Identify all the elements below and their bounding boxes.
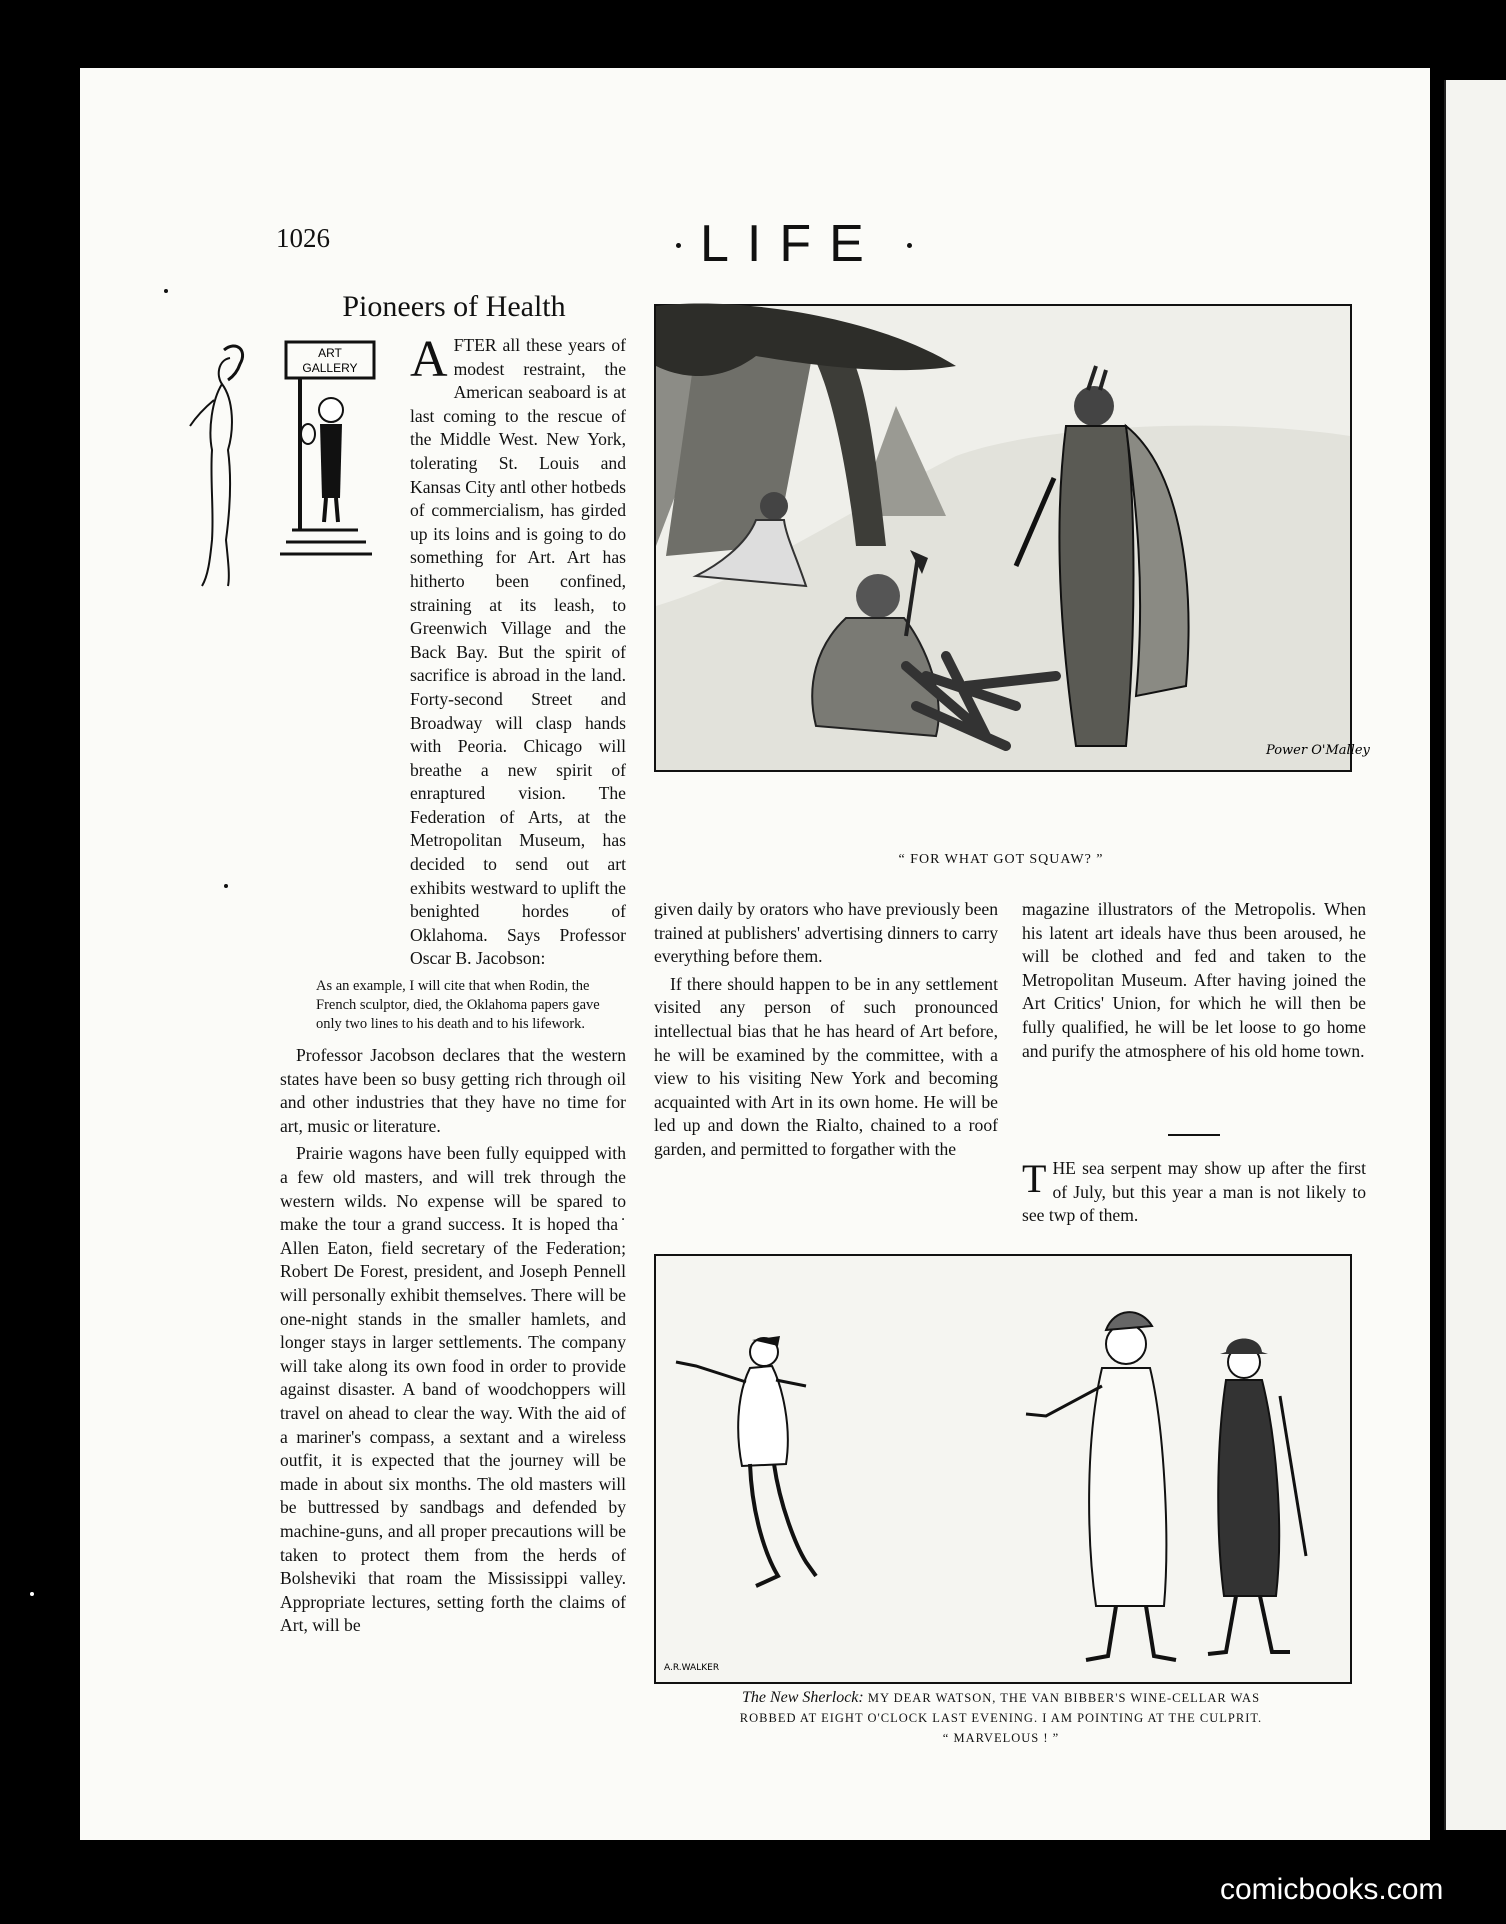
indian-camp-drawing [656, 306, 1370, 770]
caption-top-illustration: “ FOR WHAT GOT SQUAW? ” [898, 852, 1104, 867]
masthead-dot-left [676, 243, 681, 248]
artist-signature-top: Power O'Malley [1266, 743, 1370, 758]
sea-serpent-filler [1022, 1157, 1366, 1228]
lead-paragraph-wrap [280, 331, 626, 971]
article-title: Pioneers of Health [342, 290, 566, 323]
watermark[interactable]: comicbooks.com [1220, 1873, 1444, 1906]
caption-bottom-illustration [654, 1688, 1348, 1748]
artist-signature-bottom: A.R.WALKER [664, 1663, 720, 1673]
jacobson-quote: As an example, I will cite that when Rodin, the French sculptor, died, the Oklahoma papers gave only two lines to his death and to his lifework. [316, 978, 600, 1033]
next-page-edge [1444, 80, 1506, 1830]
illustration-new-sherlock [654, 1254, 1352, 1684]
filler-text: HE sea serpent may show up after the first of July, but this year a man is not likely to see twp of them. [1022, 1158, 1366, 1226]
nude-figure [190, 358, 232, 586]
caption-bottom-line3: “ MARVELOUS ! ” [942, 1731, 1060, 1745]
column-2 [654, 898, 998, 1166]
masthead-dot-right [907, 243, 912, 248]
lead-paragraph: FTER all these years of modest restraint, the American seaboard is at last coming to the rescue of the Middle West. New York, tolerating St. Louis and Kansas City antl other hotbeds of commercialism, has girded up its loins and is going to do something for Art. Art has hitherto been confined, straining at its leash, to Greenwich Village and the Back Bay. But the spirit of sacrifice is abroad in the land. Forty-second Street and Broadway will clasp hands with Peoria. Chicago will breathe a new spirit of enraptured vision. The Federation of Arts, at the Metropolitan Museum, has decided to send out art exhibits westward to uplift the benighted hordes of Oklahoma. Says Professor Oscar B. Jacobson: [410, 335, 626, 969]
caption-title: The New Sherlock: [741, 1689, 864, 1706]
chief-body [1059, 426, 1133, 746]
man-head [856, 574, 900, 618]
paragraph-jacobson-declares: Professor Jacobson declares that the western states have been so busy getting rich through oil and other industries that they have no time for art, music or literature. [280, 1045, 626, 1136]
paragraph-given-daily: given daily by orators who have previously been trained at publishers' advertising dinners to carry everything before them. [654, 899, 998, 967]
masthead: LIFE [700, 215, 882, 273]
caption-line1-text: MY DEAR WATSON, THE VAN BIBBER'S WINE-CELLAR WAS [867, 1691, 1261, 1705]
woman-head [760, 492, 788, 520]
page-number: 1026 [276, 223, 330, 253]
gallery-sign-line1: ART [318, 346, 342, 360]
chief-head [1074, 386, 1114, 426]
sherlock-coat [1089, 1368, 1166, 1606]
scan-speck [30, 1592, 34, 1596]
new-sherlock-drawing [656, 1256, 1350, 1682]
column-3 [1022, 898, 1366, 1067]
figure-hair [224, 346, 243, 380]
section-divider [1168, 1134, 1220, 1136]
paragraph-prairie-wagons: Prairie wagons have been fully equipped with a few old masters, and will trek through the western wilds. No expense will be spared to make the tour a grand success. It is hoped tha˙ Allen Eaton, field secretary of the Federation; Robert De Forest, president, and Joseph Pennell will personally exhibit themselves. There will be one-night stands in the smaller hamlets, and longer stays in larger settlements. The company will take along its own food in order to provide against disaster. A band of woodchoppers will travel on ahead to clear the way. With the aid of a mariner's compass, a sextant and a wireless outfit, it is expected that the journey will be made in about six months. The old masters will be buttressed by sandbags and defended by machine-guns, and all proper precautions will be taken to protect them from the herds of Bolsheviki that roam the Mississippi valley. Appropriate lectures, setting forth the claims of Art, will be [280, 1143, 626, 1636]
paragraph-magazine-illustrators: magazine illustrators of the Metropolis. When his latent art ideals have thus been aroused, he will be clothed and fed and taken to the Metropolitan Museum. After having joined the Art Critics' Union, for which he will then be fully qualified, he will be let loose to go home and purify the atmosphere of his old home town. [1022, 899, 1366, 1061]
margin-dot [224, 884, 228, 888]
caption-bottom-line2: ROBBED AT EIGHT O'CLOCK LAST EVENING. I AM POINTING AT THE CULPRIT. [739, 1711, 1263, 1725]
filler-drop-cap: T [1022, 1156, 1047, 1201]
caption-bottom-line1 [654, 1688, 1348, 1708]
illustration-indian-camp [654, 304, 1370, 772]
gallery-sign-line2: GALLERY [302, 361, 358, 375]
margin-dot [164, 289, 168, 293]
drop-cap: A [410, 331, 448, 388]
column-1 [280, 331, 626, 1642]
paragraph-settlement-visit: If there should happen to be in any settlement visited any person of such pronounced intellectual bias that he has heard of Art before, he will be examined by the committee, with a view to his visiting New York and becoming acquainted with Art in its own home. He will be led up and down the Rialto, chained to a roof garden, and permitted to forgather with the [654, 973, 998, 1159]
